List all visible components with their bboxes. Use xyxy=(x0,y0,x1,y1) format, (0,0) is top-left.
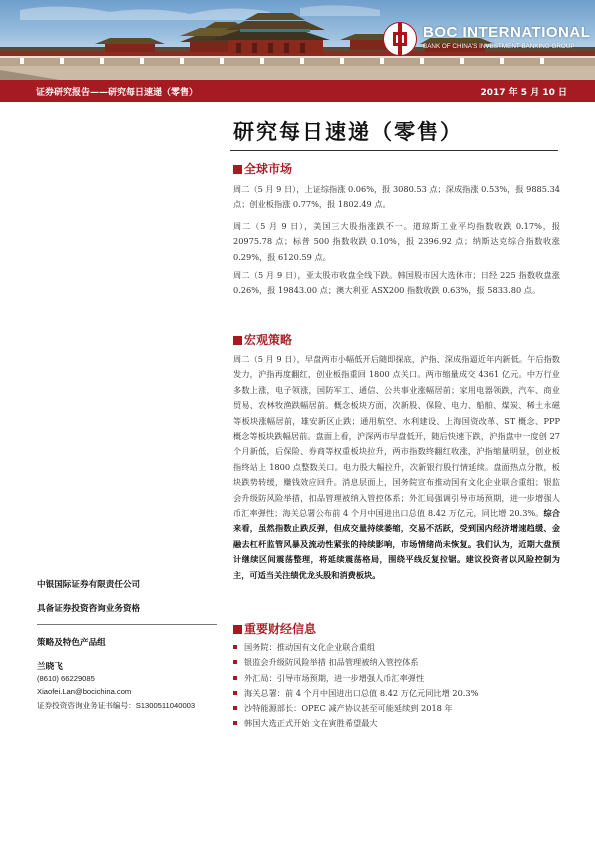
bullet-square-icon xyxy=(233,721,237,725)
macro-conclusion: 综合来看，虽然指数止跌反弹，但成交量持续萎缩，交易不活跃，受到国内经济增速趋缓、金融去杠杆监管风暴及流动性紧张的持续影响，市场情绪尚未恢复。我们认为，近期大盘预计继续区间震荡整理，将延续震荡格局，围绕平线反复拉锯。建议投资者以风险控制为主，可适当关注绩优龙头股和消费板块。 xyxy=(233,508,560,580)
section-heading-news: 重要财经信息 xyxy=(233,620,316,637)
brand-subtitle: BANK OF CHINA'S INVESTMENT BANKING GROUP xyxy=(423,43,575,50)
section-square-icon xyxy=(233,625,242,634)
header-banner-photo xyxy=(0,0,595,80)
news-list xyxy=(233,640,563,732)
report-series: 证券研究报告——研究每日速递（零售） xyxy=(36,88,199,98)
sidebar-qualification: 具备证券投资咨询业务资格 xyxy=(37,604,141,614)
global-paragraph-1: 周二（5 月 9 日），上证综指涨 0.06%，报 3080.53 点；深成指涨 0.53%，报 9885.34 点；创业板指涨 0.77%，报 1802.49 点。 xyxy=(233,184,560,210)
global-paragraph-2: 周二（5 月 9 日），美国三大股指涨跌不一。道琼斯工业平均指数收跌 0.17%，报 20975.78 点；标普 500 指数收跌 0.10%，报 2396.92 点；纳斯达克综合指数收涨 0.29%，报 6120.59 点。 xyxy=(233,221,560,262)
report-title: 研究每日速递（零售） xyxy=(233,119,463,144)
boci-logo xyxy=(383,22,591,62)
sidebar-license: 证券投资咨询业务证书编号：S1300511040003 xyxy=(37,701,196,710)
bullet-square-icon xyxy=(233,676,237,680)
sidebar-divider xyxy=(37,624,217,625)
report-date: 2017 年 5 月 10 日 xyxy=(480,88,567,98)
section-heading-macro: 宏观策略 xyxy=(233,331,292,348)
news-item: 沙特能源部长：OPEC 减产协议甚至可能延续到 2018 年 xyxy=(233,701,563,716)
report-banner xyxy=(0,80,595,102)
section-square-icon xyxy=(233,165,242,174)
brand-name: BOC INTERNATIONAL xyxy=(423,24,591,41)
section-heading-global: 全球市场 xyxy=(233,160,292,177)
sidebar-email[interactable]: Xiaofei.Lan@bocichina.com xyxy=(37,687,132,696)
macro-body: 周二（5 月 9 日），早盘两市小幅低开后随即探底，沪指、深成指逼近年内新低。午后指数发力，沪指再度翻红，创业板指重回 1800 点关口。两市缩量成交 4361 亿元。中万行业多数上涨，电子领涨，国防军工、通信、公共事业涨幅居前；家用电器领跌，汽车、商业贸易、农林牧渔跌幅居前。概念板块方面，次新股、保险、电力、船舶、煤炭、稀土永磁等板块涨幅居前，雄安新区止跌；通用航空、水利建设、上海国资改革、ST 概念、PPP 概念等板块跌幅居前。盘面上看，沪深两市早盘低开，随后快速下跌，沪指盘中一度创 27 个月新低，后保险、券商等权重板块拉升，两市指数终翻红收涨，沪指缩量明显，创业板指终站上 1800 点整数关口。电力股大幅拉升，次新银行股行情延续。盘面热点分散，板块跌势转缓，赚钱效应回升。消息层面上，国务院宣布推动国有文化企业联合重组；银监会升级防风险举措，扣品管理被纳入管控体系；外汇局强调引导市场预期，进一步增强人币汇率弹性；海关总署公布前 4 个月中国进出口总值 8.42 万亿元，同比增 20.3%。 xyxy=(233,354,560,519)
sidebar-company: 中银国际证券有限责任公司 xyxy=(37,580,141,590)
sidebar-analyst: 兰晓飞 xyxy=(37,662,63,672)
section-square-icon xyxy=(233,336,242,345)
sidebar-phone: (8610) 66229085 xyxy=(37,674,95,683)
bullet-square-icon xyxy=(233,660,237,664)
news-item: 外汇局：引导市场预期，进一步增强人币汇率弹性 xyxy=(233,671,563,686)
macro-paragraph xyxy=(233,352,560,583)
bullet-square-icon xyxy=(233,706,237,710)
news-item: 海关总署：前 4 个月中国进出口总值 8.42 万亿元同比增 20.3% xyxy=(233,686,563,701)
bullet-square-icon xyxy=(233,645,237,649)
sidebar-group: 策略及特色产品组 xyxy=(37,638,106,648)
title-divider xyxy=(230,150,558,151)
news-item: 韩国大选正式开始 文在寅胜希望最大 xyxy=(233,716,563,731)
global-paragraph-3: 周二（5 月 9 日），亚太股市收盘全线下跌。韩国股市因大选休市；日经 225 指数收盘涨 0.26%，报 19843.00 点；澳大利亚 ASX200 指数收跌 0.63%，报 5833.80 点。 xyxy=(233,270,560,296)
news-item: 银监会升级防风险举措 扣品管理被纳入管控体系 xyxy=(233,655,563,670)
bullet-square-icon xyxy=(233,691,237,695)
boc-emblem-icon xyxy=(383,22,417,56)
news-item: 国务院：推动国有文化企业联合重组 xyxy=(233,640,563,655)
